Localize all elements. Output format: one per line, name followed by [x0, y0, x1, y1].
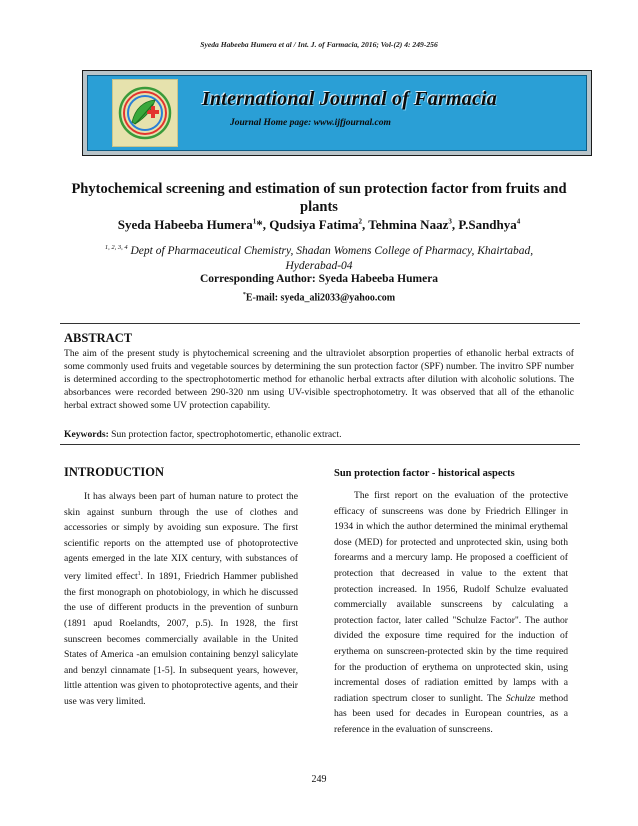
article-title: Phytochemical screening and estimation of sun protection factor from fruits and plants	[71, 181, 567, 215]
author-sup: 1	[252, 217, 257, 226]
affiliation-sup: 1, 2, 3, 4	[104, 244, 128, 251]
keywords-text: Sun protection factor, spectrophotomertic, ethanolic extract.	[111, 429, 342, 440]
page-number: 249	[311, 774, 327, 785]
email-sup: *	[242, 292, 246, 298]
intro-part1: It has always been part of human nature to protect the skin against sunburn through the use of clothes and accessories or simply by avoiding sun exposure. The first scientific reports on the attempted use of photoprotective agents emerged in the late XIX century, with substances of very limited effect	[64, 491, 298, 583]
author-suffix: *	[256, 217, 263, 232]
intro-citation: 1	[137, 570, 141, 577]
introduction-text	[64, 489, 298, 710]
introduction-heading: INTRODUCTION	[64, 465, 165, 479]
spf-history-heading: Sun protection factor - historical aspects	[334, 468, 515, 479]
corresponding-author: Corresponding Author: Syeda Habeeba Humera	[199, 273, 439, 285]
affiliation	[80, 240, 558, 274]
journal-banner	[82, 70, 592, 156]
author-email	[0, 292, 638, 303]
author-name: Tehmina Naaz	[368, 217, 449, 232]
abstract-text: The aim of the present study is phytochemical screening and the ultraviolet absorption properties of ethanolic herbal extracts of some commonly used fruits and vegetable sources by determining the sun protection factor (SPF) number. The invitro SPF number is determined according to the spectrophotomertic method for ethanolic herbal extracts after dilution with alcoholic solutions. The absorbances were recorded between 290-320 nm using UV-visible spectrophotometry. It was observed that all of the ethanolic herbal extract showed some UV protection capability.	[64, 348, 574, 412]
author-name: Syeda Habeeba Humera	[117, 217, 253, 232]
spf-part2: method has been used for decades in European countries, as a reference in the evaluation of sunscreens.	[334, 692, 568, 735]
keywords-label: Keywords:	[64, 429, 109, 440]
journal-logo-icon	[113, 80, 177, 146]
running-header: Syeda Habeeba Humera et al / Int. J. of Farmacia, 2016; Vol-(2) 4: 249-256	[200, 40, 438, 49]
author-name: Qudsiya Fatima	[269, 217, 359, 232]
author-sup: 3	[448, 217, 452, 226]
affiliation-text: Dept of Pharmaceutical Chemistry, Shadan Womens College of Pharmacy, Khairtabad, Hyderabad-04	[130, 244, 534, 272]
spf-part1: The first report on the evaluation of the protective efficacy of sunscreens was done by Friedrich Ellinger in 1934 in which the author determined the minimal erythemal dose (MED) for protected and unprotected skin, using both forearms and a mercury lamp. He proposed a coefficient of protection that decreased in value to the extent that protection increased. In 1956, Rudolf Schulze evaluated commercially available sunscreens by calculating a protection factor, later called "Schulze Factor". The author divided the exposure time required for the induction of erythema on sunscreen-protected skin by the time required for the production of erythema on unprotected skin, using incremental doses of radiation emitted by lamps with a radiation spectrum closer to sunlight. The	[334, 490, 568, 704]
spf-italic: Schulze	[505, 692, 536, 704]
journal-title: International Journal of Farmacia	[202, 88, 497, 110]
spf-history-text	[334, 488, 568, 738]
banner-panel	[87, 75, 587, 151]
abstract-heading: ABSTRACT	[64, 331, 133, 345]
keywords	[64, 429, 574, 440]
author-sup: 2	[358, 217, 363, 226]
email-text: E-mail: syeda_ali2033@yahoo.com	[245, 292, 396, 304]
intro-part2: . In 1891, Friedrich Hammer published the first monograph on photobiology, in which he discussed the use of different products in the prevention of sunburn (1891 apud Roelandts, 2007, p.5). In 1928, the first sunscreen becomes commercially available in the United States of America -an emulsion containing benzyl salicylate and benzyl cinnamate [1-5]. In subsequent years, however, little attention was given to photoprotective agents, and their use was very limited.	[64, 571, 298, 707]
author-sup: 4	[516, 217, 521, 226]
journal-homepage: Journal Home page: www.ijfjournal.com	[230, 118, 391, 128]
author-list: Syeda Habeeba Humera$^1$*, Qudsiya Fatima$^2$, Tehmina Naaz$^3$, P.Sandhya$^4$	[117, 217, 521, 232]
author-name: P.Sandhya	[458, 217, 517, 232]
abstract-bottom-rule	[60, 444, 580, 445]
journal-logo	[112, 79, 178, 147]
abstract-top-rule	[60, 323, 580, 324]
